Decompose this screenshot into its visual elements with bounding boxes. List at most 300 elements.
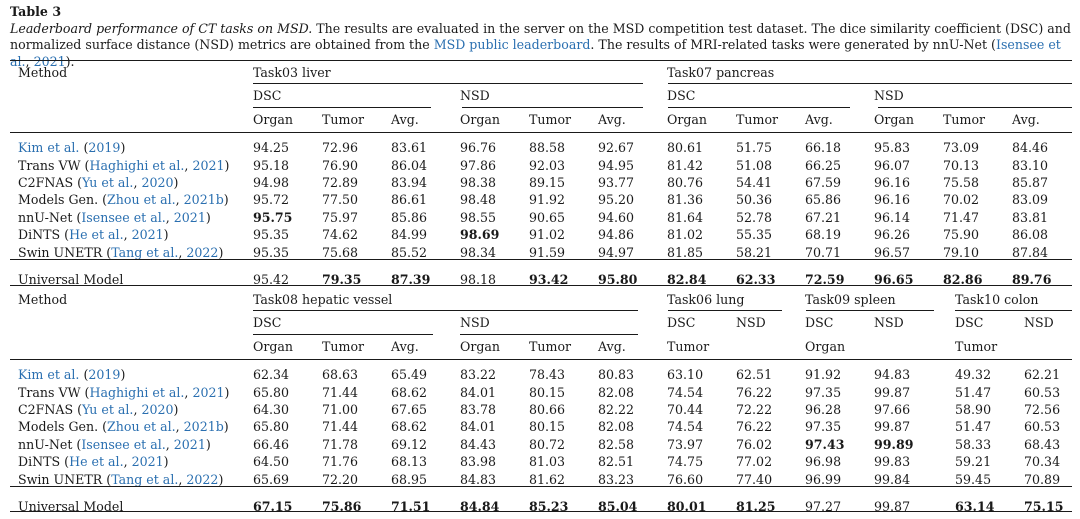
header-rule [253, 83, 643, 84]
spacer-row [10, 132, 1073, 139]
score-cell: 95.18 [253, 157, 290, 173]
score-cell: 63.10 [667, 367, 704, 383]
score-cell: 83.81 [1012, 209, 1049, 225]
score-cell: 98.18 [460, 271, 497, 287]
caption-separator: , [25, 53, 34, 69]
task-header: Task06 lung [667, 291, 745, 307]
citation-author-link[interactable]: Yu et al. [82, 174, 134, 190]
citation-close: ) [163, 227, 169, 243]
score-cell: 84.46 [1012, 140, 1049, 156]
method-name: Swin UNETR ( [18, 244, 112, 260]
citation-author-link[interactable]: Kim et al. [18, 367, 80, 383]
score-cell: 96.65 [874, 271, 914, 287]
caption-text: . The results of MRI-related tasks were generated by nnU-Net ( [590, 37, 996, 53]
spacer-cell [10, 83, 245, 107]
header-rule [253, 334, 433, 335]
universal-separator-rule [10, 486, 1072, 487]
citation-year-link[interactable]: 2021 [192, 384, 225, 400]
score-cell: 81.03 [529, 454, 566, 470]
header-rule [462, 107, 643, 108]
score-cell: 77.50 [322, 192, 359, 208]
citation-author-link[interactable]: Tang et al. [111, 244, 179, 260]
citation-separator: , [178, 244, 187, 260]
citation-author-link[interactable]: Kim et al. [18, 140, 80, 156]
citation-close: ) [205, 209, 211, 225]
citation-year-link[interactable]: 2021 [131, 454, 164, 470]
score-cell: 63.14 [955, 498, 995, 514]
score-cell: 75.90 [943, 227, 980, 243]
metric-header: DSC [955, 314, 984, 330]
citation-year-link[interactable]: 2021 [173, 436, 206, 452]
citation-close: ) [224, 157, 230, 173]
score-cell: 95.20 [598, 192, 635, 208]
spacer-cell [10, 310, 245, 334]
method-name: DiNTS ( [18, 227, 70, 243]
score-cell: 98.69 [460, 227, 500, 243]
score-cell: 51.47 [955, 419, 992, 435]
score-cell: 72.56 [1024, 401, 1061, 417]
score-cell: 60.53 [1024, 419, 1061, 435]
citation-author-link[interactable]: Yu et al. [82, 401, 134, 417]
score-cell: 99.83 [874, 454, 911, 470]
sub-header: Tumor [736, 112, 779, 127]
score-cell: 74.54 [667, 419, 704, 435]
score-cell: 94.97 [598, 244, 635, 260]
score-cell: 80.15 [529, 384, 566, 400]
score-cell: 80.66 [529, 401, 566, 417]
score-cell: 99.87 [874, 498, 911, 514]
method-name: nnU-Net ( [18, 209, 82, 225]
score-cell: 51.75 [736, 140, 773, 156]
score-cell: 83.10 [1012, 157, 1049, 173]
header-bottom-rule [10, 359, 1072, 360]
header-rule [460, 334, 638, 335]
header-rule [668, 310, 782, 311]
score-cell: 75.86 [322, 498, 362, 514]
citation-author-link[interactable]: He et al. [69, 227, 124, 243]
method-cell [10, 209, 245, 226]
score-cell: 74.54 [667, 384, 704, 400]
table-row [10, 156, 1073, 173]
metric-header: NSD [874, 87, 904, 103]
citation-separator: , [165, 209, 174, 225]
score-cell: 98.48 [460, 192, 497, 208]
method-name: C2FNAS ( [18, 401, 83, 417]
score-cell: 84.99 [391, 227, 428, 243]
score-cell: 82.58 [598, 436, 635, 452]
score-cell: 72.89 [322, 174, 359, 190]
score-cell: 70.44 [667, 401, 704, 417]
metric-header: NSD [460, 314, 490, 330]
sub-header: Organ [460, 112, 501, 127]
sub-header: Tumor [322, 339, 365, 354]
task-header: Task09 spleen [805, 291, 896, 307]
task-header: Task08 hepatic vessel [253, 291, 393, 307]
score-cell: 70.71 [805, 244, 842, 260]
score-cell: 74.62 [322, 227, 359, 243]
method-cell [10, 366, 245, 383]
score-cell: 92.03 [529, 157, 566, 173]
score-cell: 97.43 [805, 436, 845, 452]
sub-header: Tumor [955, 339, 998, 354]
score-cell: 71.44 [322, 384, 359, 400]
citation-separator: , [184, 384, 193, 400]
score-cell: 70.02 [943, 192, 980, 208]
task-header: Task03 liver [253, 64, 331, 80]
score-cell: 77.02 [736, 454, 773, 470]
score-cell: 94.25 [253, 140, 290, 156]
citation-separator: , [184, 157, 193, 173]
score-cell: 82.08 [598, 384, 635, 400]
caption-text: ). [65, 53, 75, 69]
score-cell: 94.86 [598, 227, 635, 243]
citation-author-link[interactable]: Tang et al. [111, 471, 179, 487]
score-cell: 87.84 [1012, 244, 1049, 260]
score-cell: 99.87 [874, 384, 911, 400]
table-row [10, 191, 1073, 208]
score-cell: 80.15 [529, 419, 566, 435]
table-body [10, 366, 1073, 488]
score-cell: 94.60 [598, 209, 635, 225]
score-cell: 96.76 [460, 140, 497, 156]
score-cell: 67.59 [805, 174, 842, 190]
method-name: Trans VW ( [18, 384, 90, 400]
method-cell [10, 156, 245, 173]
citation-author-link[interactable]: Isensee et al. [10, 37, 1061, 69]
citation-separator: , [178, 471, 187, 487]
score-cell: 76.60 [667, 471, 704, 487]
sub-header: Avg. [391, 339, 419, 354]
citation-separator: , [165, 436, 174, 452]
score-cell: 58.90 [955, 401, 992, 417]
citation-author-link[interactable]: Zhou et al. [107, 192, 176, 208]
score-cell: 52.78 [736, 209, 773, 225]
score-cell: 62.34 [253, 367, 290, 383]
spacer-row [10, 359, 1073, 366]
score-cell: 96.07 [874, 157, 911, 173]
score-cell: 83.78 [460, 401, 497, 417]
spacer-cell [728, 334, 797, 359]
score-cell: 62.33 [736, 271, 776, 287]
sub-header: Organ [667, 112, 708, 127]
citation-author-link[interactable]: Isensee et al. [81, 436, 166, 452]
score-cell: 98.55 [460, 209, 497, 225]
score-cell: 55.35 [736, 227, 773, 243]
score-cell: 82.08 [598, 419, 635, 435]
header-rule [878, 107, 1072, 108]
score-cell: 83.23 [598, 471, 635, 487]
score-cell: 84.84 [460, 498, 500, 514]
citation-year-link[interactable]: 2021b [183, 419, 224, 435]
score-cell: 82.22 [598, 401, 635, 417]
score-cell: 78.43 [529, 367, 566, 383]
citation-close: ) [205, 436, 211, 452]
score-cell: 82.86 [943, 271, 983, 287]
score-cell: 86.08 [1012, 227, 1049, 243]
score-cell: 86.61 [391, 192, 428, 208]
method-cell: Universal Model [18, 271, 124, 287]
score-cell: 96.98 [805, 454, 842, 470]
score-cell: 99.87 [874, 419, 911, 435]
score-cell: 93.77 [598, 174, 635, 190]
table-row [10, 139, 1073, 156]
sub-header: Organ [460, 339, 501, 354]
method-cell [10, 139, 245, 156]
sub-header: Tumor [529, 112, 572, 127]
score-cell: 96.57 [874, 244, 911, 260]
score-cell: 73.09 [943, 140, 980, 156]
score-cell: 67.21 [805, 209, 842, 225]
citation-close: ) [218, 244, 224, 260]
score-cell: 71.78 [322, 436, 359, 452]
metric-header: DSC [253, 314, 282, 330]
score-cell: 71.51 [391, 498, 431, 514]
score-cell: 98.34 [460, 244, 497, 260]
metric-header: DSC [667, 314, 696, 330]
score-cell: 68.62 [391, 384, 428, 400]
score-cell: 79.35 [322, 271, 362, 287]
score-cell: 64.30 [253, 401, 290, 417]
header-rule [253, 310, 638, 311]
citation-separator: , [123, 227, 132, 243]
results-table-vessel-lung-spleen-colon [10, 288, 1073, 519]
sub-header: Tumor [322, 112, 365, 127]
score-cell: 94.83 [874, 367, 911, 383]
score-cell: 76.22 [736, 384, 773, 400]
score-cell: 95.35 [253, 227, 290, 243]
sub-header: Tumor [529, 339, 572, 354]
citation-year-link[interactable]: 2021b [183, 192, 224, 208]
score-cell: 71.00 [322, 401, 359, 417]
score-cell: 80.83 [598, 367, 635, 383]
citation-author-link[interactable]: Haghighi et al. [89, 384, 185, 400]
score-cell: 76.90 [322, 157, 359, 173]
citation-year-link[interactable]: 2021 [173, 209, 206, 225]
score-cell: 85.86 [391, 209, 428, 225]
score-cell: 81.36 [667, 192, 704, 208]
citation-year-link[interactable]: 2019 [88, 140, 121, 156]
score-cell: 68.43 [1024, 436, 1061, 452]
score-cell: 85.23 [529, 498, 569, 514]
score-cell: 96.14 [874, 209, 911, 225]
score-cell: 75.15 [1024, 498, 1064, 514]
score-cell: 91.02 [529, 227, 566, 243]
table-row [10, 366, 1073, 383]
score-cell: 74.75 [667, 454, 704, 470]
method-cell [10, 174, 245, 191]
score-cell: 68.19 [805, 227, 842, 243]
score-cell: 95.42 [253, 271, 290, 287]
score-cell: 85.87 [1012, 174, 1049, 190]
score-cell: 72.96 [322, 140, 359, 156]
score-cell: 96.16 [874, 192, 911, 208]
spacer-cell [10, 334, 245, 359]
sub-header: Organ [253, 339, 294, 354]
score-cell: 96.26 [874, 227, 911, 243]
score-cell: 73.97 [667, 436, 704, 452]
citation-close: ) [223, 192, 229, 208]
table-row [10, 436, 1073, 453]
citation-close: ) [120, 140, 126, 156]
citation-year-link[interactable]: 2022 [186, 244, 219, 260]
score-cell: 91.59 [529, 244, 566, 260]
score-cell: 83.09 [1012, 192, 1049, 208]
score-cell: 93.42 [529, 271, 569, 287]
caption-title: Leaderboard performance of CT tasks on MSD. [10, 20, 313, 36]
score-cell: 87.39 [391, 271, 431, 287]
citation-close: ) [173, 401, 179, 417]
citation-year-link[interactable]: 2020 [141, 401, 174, 417]
score-cell: 89.76 [1012, 271, 1052, 287]
sub-header: Avg. [598, 112, 626, 127]
score-cell: 68.63 [322, 367, 359, 383]
table-row [10, 209, 1073, 226]
citation-author-link[interactable]: Isensee et al. [81, 209, 166, 225]
citation-close: ) [224, 384, 230, 400]
method-name: Models Gen. ( [18, 192, 108, 208]
method-cell [10, 383, 245, 400]
score-cell: 75.97 [322, 209, 359, 225]
table-row [10, 453, 1073, 470]
score-cell: 92.67 [598, 140, 635, 156]
score-cell: 83.98 [460, 454, 497, 470]
method-name: Models Gen. ( [18, 419, 108, 435]
score-cell: 76.02 [736, 436, 773, 452]
method-cell [10, 453, 245, 470]
score-cell: 81.62 [529, 471, 566, 487]
score-cell: 70.13 [943, 157, 980, 173]
score-cell: 85.04 [598, 498, 638, 514]
score-cell: 66.18 [805, 140, 842, 156]
score-cell: 94.98 [253, 174, 290, 190]
score-cell: 72.59 [805, 271, 845, 287]
score-cell: 65.49 [391, 367, 428, 383]
score-cell: 75.58 [943, 174, 980, 190]
score-cell: 71.76 [322, 454, 359, 470]
score-cell: 99.84 [874, 471, 911, 487]
score-cell: 83.61 [391, 140, 428, 156]
citation-separator: , [175, 419, 184, 435]
header-rule [806, 310, 934, 311]
method-header: Method [18, 291, 68, 307]
method-cell [10, 226, 245, 243]
score-cell: 85.52 [391, 244, 428, 260]
method-header: Method [18, 64, 68, 80]
metric-header: NSD [874, 314, 904, 330]
sub-header: Organ [253, 112, 294, 127]
header-rule [955, 310, 1072, 311]
score-cell: 67.65 [391, 401, 428, 417]
citation-author-link[interactable]: Haghighi et al. [89, 157, 185, 173]
method-cell [10, 436, 245, 453]
table-body [10, 139, 1073, 261]
table-row [10, 226, 1073, 243]
score-cell: 51.08 [736, 157, 773, 173]
score-cell: 95.75 [253, 209, 293, 225]
citation-separator: , [175, 192, 184, 208]
table-row [10, 401, 1073, 418]
citation-close: ) [218, 471, 224, 487]
score-cell: 97.27 [805, 498, 842, 514]
citation-author-link[interactable]: He et al. [69, 454, 124, 470]
citation-year-link[interactable]: 2019 [88, 367, 121, 383]
method-cell [10, 401, 245, 418]
sub-header: Organ [805, 339, 846, 354]
score-cell: 65.69 [253, 471, 290, 487]
score-cell: 96.16 [874, 174, 911, 190]
score-cell: 59.45 [955, 471, 992, 487]
score-cell: 71.47 [943, 209, 980, 225]
citation-year-link[interactable]: 2020 [141, 174, 174, 190]
score-cell: 70.89 [1024, 471, 1061, 487]
score-cell: 50.36 [736, 192, 773, 208]
caption-text: The results are evaluated in the server on the MSD competition test dataset. The dice similarity coefficient (DSC) and normalized surface distance (NSD) metrics are obtained from the [10, 20, 1071, 53]
score-cell: 91.92 [805, 367, 842, 383]
score-cell: 68.13 [391, 454, 428, 470]
sub-header: Avg. [805, 112, 833, 127]
metric-header: NSD [1024, 314, 1054, 330]
method-name: C2FNAS ( [18, 174, 83, 190]
citation-year-link[interactable]: 2021 [33, 53, 66, 69]
score-cell: 81.02 [667, 227, 704, 243]
score-cell: 80.72 [529, 436, 566, 452]
score-cell: 49.32 [955, 367, 992, 383]
leaderboard-link[interactable]: MSD public leaderboard [433, 37, 591, 53]
score-cell: 91.92 [529, 192, 566, 208]
table-label: Table 3 [10, 4, 62, 19]
score-cell: 72.20 [322, 471, 359, 487]
score-cell: 67.15 [253, 498, 293, 514]
citation-author-link[interactable]: Zhou et al. [107, 419, 176, 435]
citation-separator: ( [79, 367, 89, 383]
score-cell: 79.10 [943, 244, 980, 260]
score-cell: 95.35 [253, 244, 290, 260]
score-cell: 62.21 [1024, 367, 1061, 383]
header-rule [668, 83, 1072, 84]
method-name: Swin UNETR ( [18, 471, 112, 487]
universal-separator-rule [10, 259, 1072, 260]
score-cell: 68.62 [391, 419, 428, 435]
citation-separator: ( [79, 140, 89, 156]
score-cell: 97.66 [874, 401, 911, 417]
header-bottom-rule [10, 132, 1072, 133]
header-rule [668, 107, 850, 108]
sub-header: Avg. [598, 339, 626, 354]
sub-header: Tumor [667, 339, 710, 354]
header-rule [253, 107, 431, 108]
score-cell: 51.47 [955, 384, 992, 400]
metric-header: DSC [253, 87, 282, 103]
citation-close: ) [120, 367, 126, 383]
citation-year-link[interactable]: 2022 [186, 471, 219, 487]
citation-year-link[interactable]: 2021 [192, 157, 225, 173]
score-cell: 58.33 [955, 436, 992, 452]
score-cell: 76.22 [736, 419, 773, 435]
sub-header: Tumor [943, 112, 986, 127]
score-cell: 84.01 [460, 384, 497, 400]
score-cell: 81.64 [667, 209, 704, 225]
score-cell: 66.25 [805, 157, 842, 173]
sub-header: Avg. [1012, 112, 1040, 127]
method-name: nnU-Net ( [18, 436, 82, 452]
score-cell: 81.85 [667, 244, 704, 260]
table-row [10, 174, 1073, 191]
citation-year-link[interactable]: 2021 [131, 227, 164, 243]
score-cell: 89.15 [529, 174, 566, 190]
table-bottom-rule [10, 511, 1072, 512]
method-cell [10, 191, 245, 208]
score-cell: 71.44 [322, 419, 359, 435]
